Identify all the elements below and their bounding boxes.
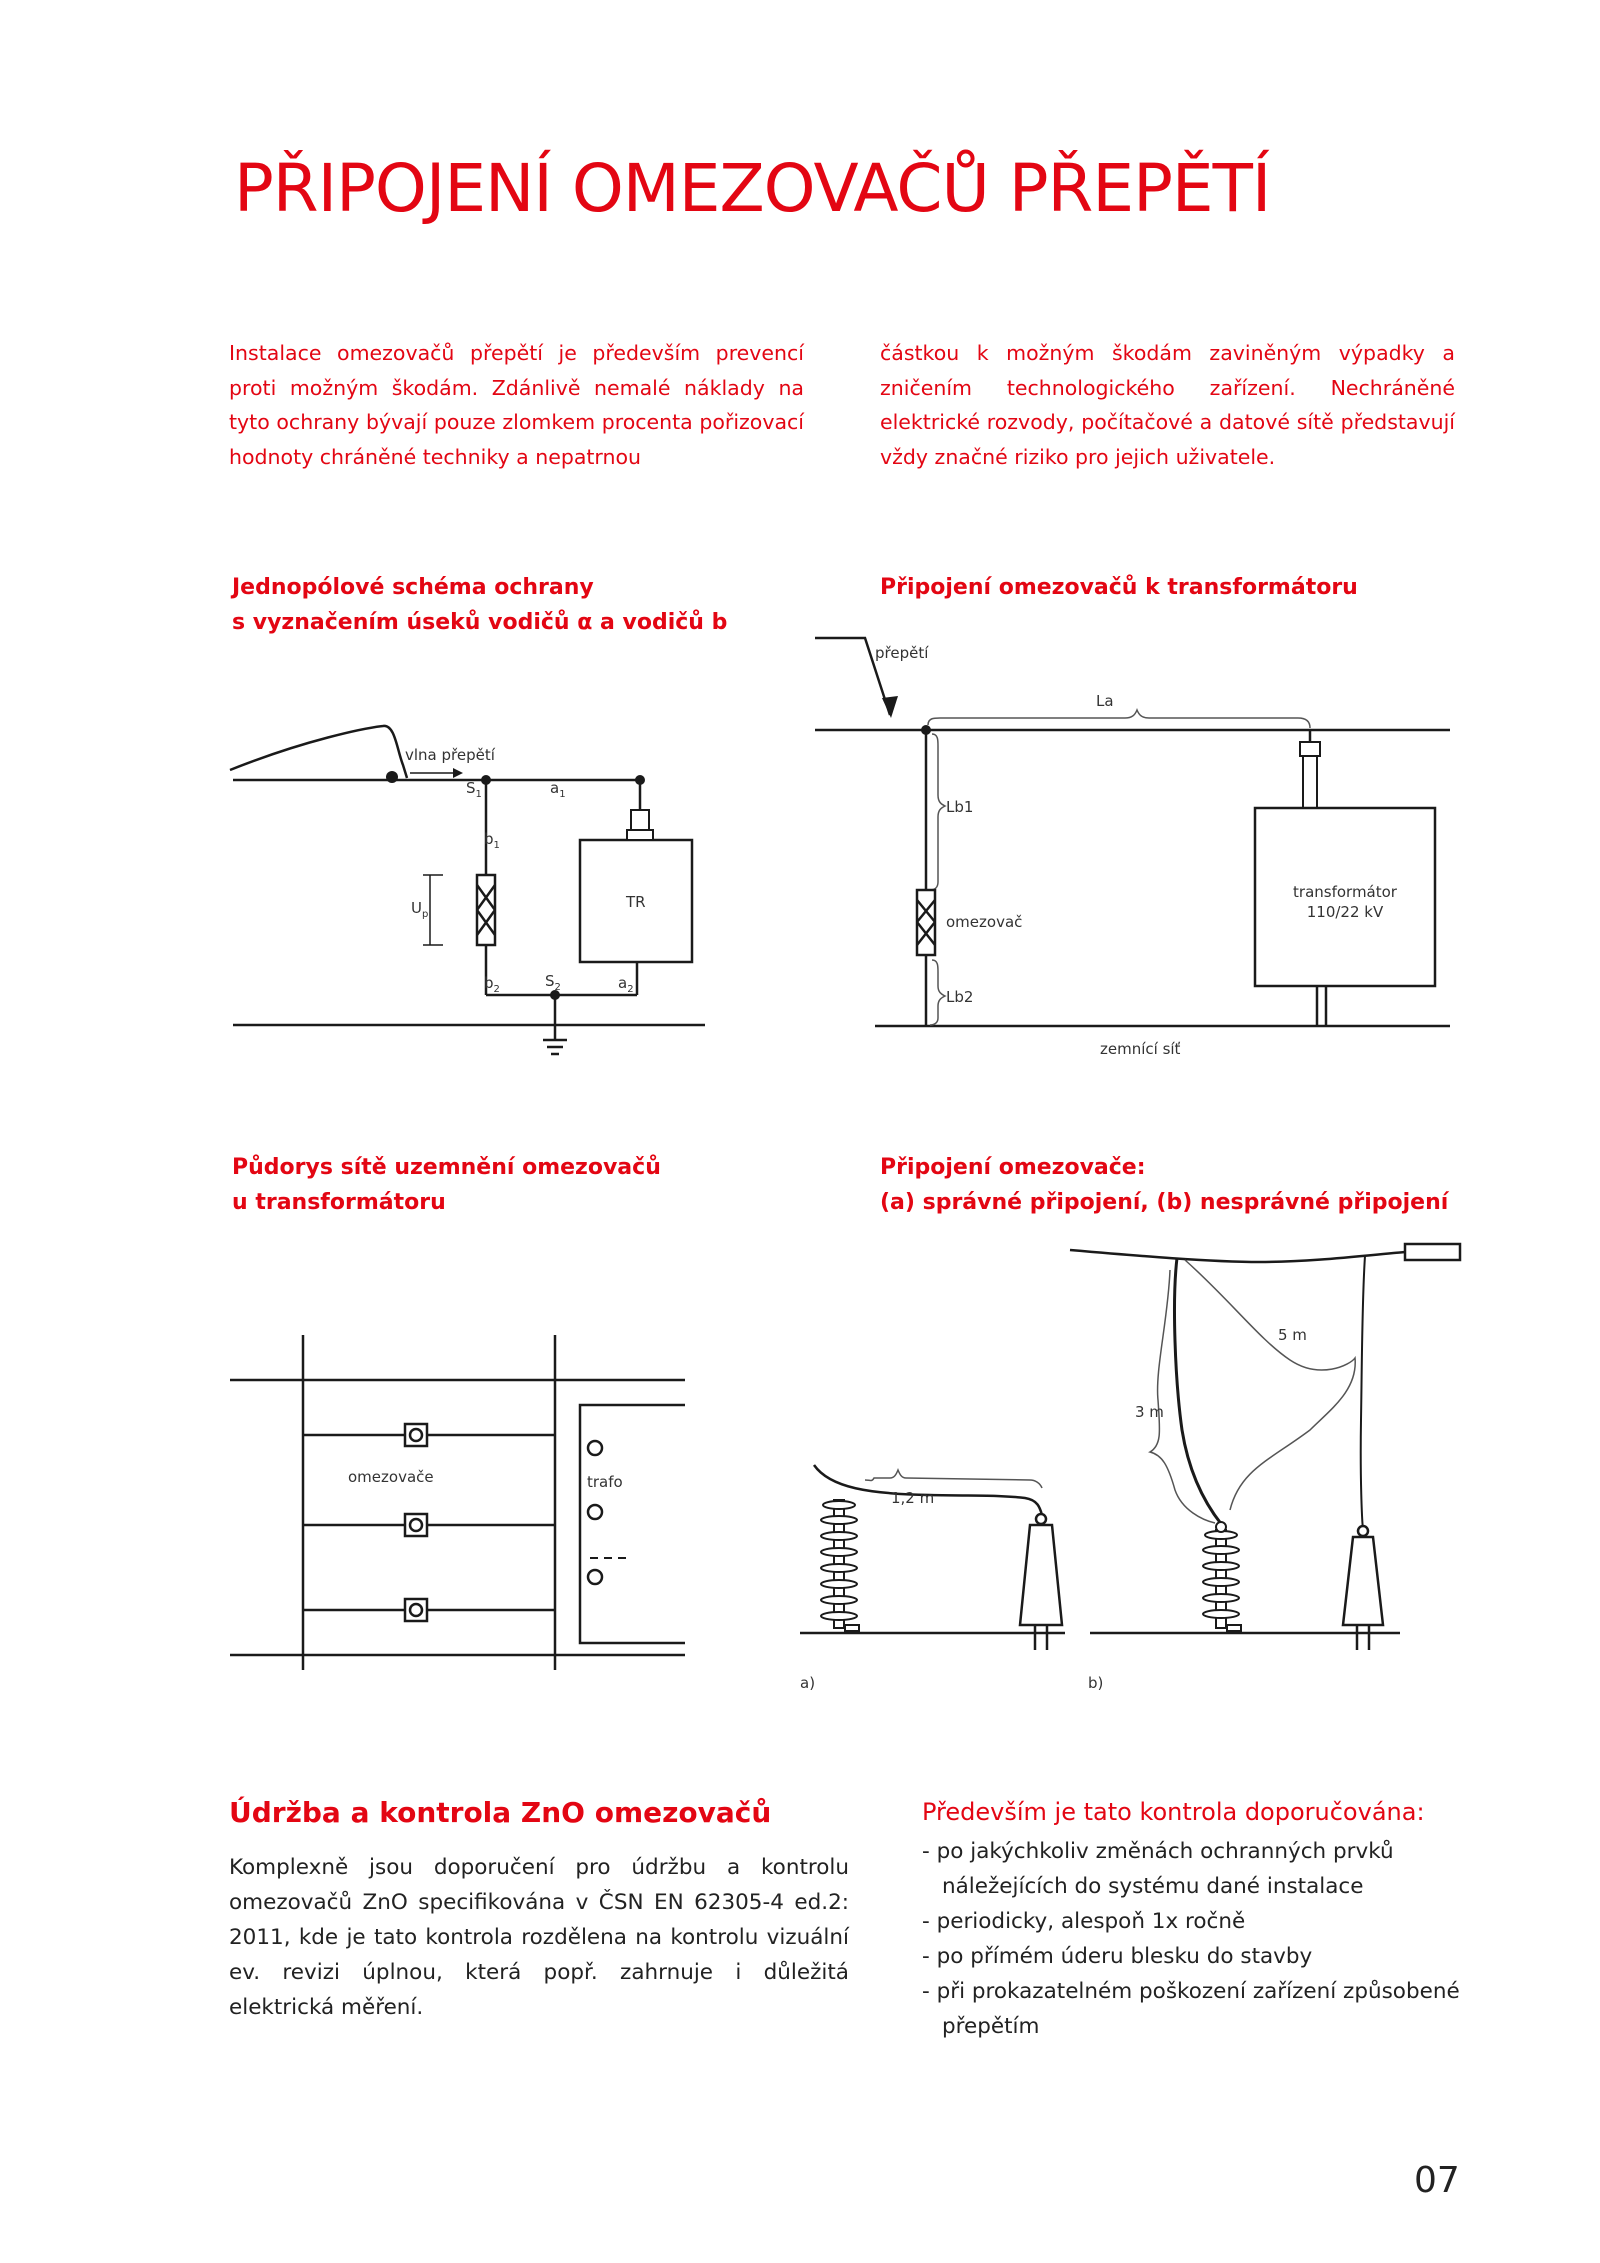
- grounding-title-line2: u transformátoru: [232, 1190, 446, 1215]
- distance-5m: 5 m: [1278, 1326, 1307, 1344]
- svg-text:Up: [411, 899, 428, 920]
- label-b: b): [1088, 1674, 1104, 1692]
- transformer-title: [880, 570, 1358, 605]
- la-label: La: [1096, 692, 1114, 710]
- svg-text:S1: [466, 779, 482, 800]
- a2-sub: 2: [627, 984, 634, 995]
- b1-sub: 1: [493, 840, 500, 851]
- arrester-a: [821, 1500, 859, 1631]
- ground-label: zemnící síť: [1100, 1040, 1181, 1058]
- maintenance-title: Údržba a kontrola ZnO omezovačů: [229, 1796, 772, 1829]
- intro-left: Instalace omezovačů přepětí je především prevencí proti možným škodám. Zdánlivě nemalé náklady na tyto ochrany bývají pouze zlomkem procenta pořizovací hodnoty chráněné techniky a nepatrnou: [229, 341, 804, 469]
- b1-label: b: [484, 830, 494, 848]
- a2-label: a: [618, 974, 628, 992]
- svg-text:S2: [545, 972, 561, 993]
- arrester-b: [1203, 1522, 1241, 1631]
- s1-label: S: [466, 779, 476, 797]
- recommendation-item: - při prokazatelném poškození zařízení způsobené přepětím: [922, 1974, 1522, 2044]
- connection-title: [880, 1150, 1448, 1220]
- schema-title-line2: s vyznačením úseků vodičů α a vodičů b: [232, 610, 728, 635]
- tr-label: TR: [626, 893, 646, 911]
- s2-label: S: [545, 972, 555, 990]
- schema-diagram: [225, 720, 725, 1080]
- svg-text:b1: [484, 830, 500, 851]
- distance-1-2m: 1,2 m: [891, 1489, 935, 1507]
- recommendation-item: - po jakýchkoliv změnách ochranných prvků náležejících do systému dané instalace: [922, 1834, 1522, 1904]
- connection-title-line2: (a) správné připojení, (b) nesprávné připojení: [880, 1190, 1449, 1215]
- grounding-arresters: [405, 1424, 427, 1621]
- svg-text:b2: [484, 974, 500, 995]
- s2-sub: 2: [554, 982, 561, 993]
- transformer-label-1: transformátor: [1293, 883, 1397, 901]
- arrester-label: omezovač: [946, 913, 1023, 931]
- recommendation-title: Především je tato kontrola doporučována:: [922, 1798, 1425, 1826]
- bushing-b: [1343, 1526, 1383, 1650]
- up-sub: p: [421, 909, 429, 920]
- grounding-diagram: [225, 1325, 695, 1675]
- b2-label: b: [484, 974, 494, 992]
- a1-label: a: [550, 779, 560, 797]
- transformer-title-line1: Připojení omezovačů k transformátoru: [880, 575, 1358, 600]
- connection-title-line1: Připojení omezovače:: [880, 1155, 1146, 1180]
- arrester-symbol: [917, 890, 935, 955]
- distance-3m: 3 m: [1135, 1403, 1164, 1421]
- transformer-diagram: [810, 630, 1470, 1060]
- b2-sub: 2: [493, 984, 500, 995]
- schema-title-line1: Jednopólové schéma ochrany: [232, 575, 594, 600]
- transformer-label-2: 110/22 kV: [1306, 903, 1384, 921]
- recommendation-item: - po přímém úderu blesku do stavby: [922, 1939, 1522, 1974]
- bushing-a: [1020, 1514, 1062, 1650]
- recommendation-item: - periodicky, alespoň 1x ročně: [922, 1904, 1522, 1939]
- arresters-label: omezovače: [348, 1468, 434, 1486]
- page-number: 07: [1414, 2160, 1460, 2201]
- maintenance-text: Komplexně jsou doporučení pro údržbu a kontrolu omezovačů ZnO specifikována v ČSN EN 62305-4 ed.2: 2011, kde je tato kontrola rozdělena na kontrolu vizuální ev. revizi úplnou, která popř. zahrnuje i důležitá elektrická měření.: [229, 1855, 849, 2020]
- grounding-title: [232, 1150, 661, 1220]
- arrester-symbol: [477, 875, 495, 945]
- overvoltage-label: přepětí: [875, 644, 929, 662]
- lb2-label: Lb2: [946, 988, 974, 1006]
- connection-diagram: [790, 1240, 1510, 1710]
- label-a: a): [800, 1674, 816, 1692]
- intro-right: částkou k možným škodám zaviněným výpadky a zničením technologického zařízení. Nechráněné elektrické rozvody, počítačové a datové sítě představují vždy značné riziko pro jejich uživatele.: [880, 341, 1455, 469]
- svg-text:a2: [618, 974, 634, 995]
- a1-sub: 1: [559, 789, 566, 800]
- recommendation-list: [922, 1834, 1522, 2044]
- lb1-label: Lb1: [946, 798, 974, 816]
- wave-label: vlna přepětí: [405, 746, 495, 764]
- s1-sub: 1: [475, 789, 482, 800]
- grounding-title-line1: Půdorys sítě uzemnění omezovačů: [232, 1155, 661, 1180]
- page-title: PŘIPOJENÍ OMEZOVAČŮ PŘEPĚTÍ: [234, 150, 1271, 227]
- svg-text:a1: [550, 779, 566, 800]
- schema-title: [232, 570, 727, 640]
- trafo-label: trafo: [587, 1473, 623, 1491]
- up-label: U: [411, 899, 422, 917]
- surge-wave: [230, 726, 407, 778]
